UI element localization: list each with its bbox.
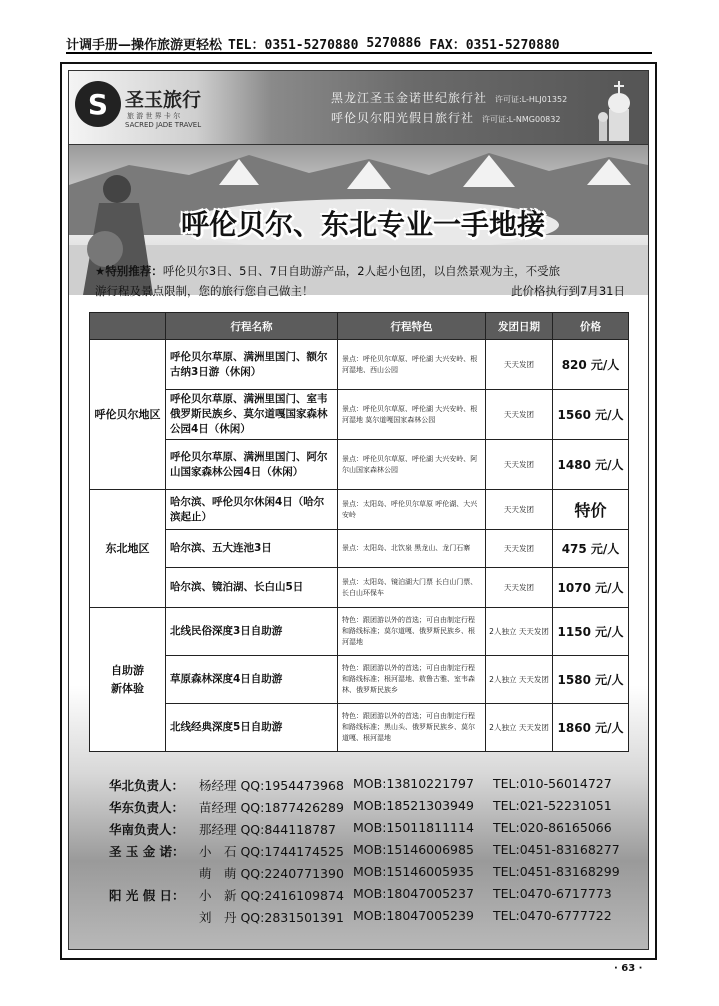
- page-number: · 63 ·: [614, 963, 643, 974]
- route-name: 哈尔滨、镜泊湖、长白山5日: [166, 568, 338, 608]
- contact-row: [109, 861, 639, 883]
- region-label: 东北地区: [105, 541, 150, 555]
- route-price: 1480 元/人: [553, 440, 629, 490]
- route-feature: 特色：跟团游以外的首选；可自由制定行程和路线标准；莫尔道嘎、俄罗斯民族乡、根河湿地: [338, 608, 486, 656]
- route-price: 820 元/人: [553, 340, 629, 390]
- table-row: [90, 656, 629, 704]
- route-name: 草原森林深度4日自助游: [166, 656, 338, 704]
- header-region: [90, 313, 166, 340]
- route-feature: 景点：呼伦贝尔草原、呼伦湖 大兴安岭、根河湿地、西山公园: [338, 340, 486, 390]
- recommendation-text-2: 游行程及景点限制，您的旅行您自己做主！: [95, 284, 314, 298]
- route-price: 475 元/人: [553, 530, 629, 568]
- contact-mobile: MOB:18521303949: [353, 798, 474, 813]
- recommendation-lead: 特别推荐：: [105, 264, 163, 278]
- route-departure: 天天发团: [486, 530, 553, 568]
- running-header-tel2: 5270886: [366, 35, 422, 51]
- contact-name-qq: 萌 萌 QQ:2240771390: [199, 866, 344, 881]
- route-departure: 2人独立 天天发团: [486, 704, 553, 752]
- contact-mobile: MOB:13810221797: [353, 776, 474, 791]
- route-price: 1150 元/人: [553, 608, 629, 656]
- agency-1: [331, 89, 567, 106]
- agency-2: [331, 109, 560, 126]
- running-header-tel: TEL：0351-5270880: [228, 37, 359, 53]
- table-header-row: [90, 313, 629, 340]
- region-label-line-1: 自助游: [111, 663, 144, 677]
- route-name: 呼伦贝尔草原、满洲里国门、室韦俄罗斯民族乡、莫尔道嘎国家森林公园4日（休闲）: [166, 390, 338, 440]
- contact-mobile: MOB:15146005935: [353, 864, 474, 879]
- region-label-line-2: 新体验: [111, 681, 144, 695]
- route-feature: 景点：呼伦贝尔草原、呼伦湖 大兴安岭、阿尔山国家森林公园: [338, 440, 486, 490]
- running-header: [66, 34, 652, 54]
- contact-mobile: MOB:18047005239: [353, 908, 474, 923]
- route-feature: 景点：太阳岛、北饮泉 黑龙山、龙门石寨: [338, 530, 486, 568]
- contact-role: 圣 玉 金 诺：: [109, 844, 185, 859]
- route-feature: 景点：太阳岛、呼伦贝尔草原 呼伦湖、大兴安岭: [338, 490, 486, 530]
- ad-panel: [68, 70, 649, 950]
- church-dome-icon: [597, 79, 641, 141]
- contact-row: [109, 905, 639, 927]
- contact-role: 阳 光 假 日：: [109, 888, 185, 903]
- contact-telephone: TEL:021-52231051: [493, 798, 612, 813]
- agency-2-name: 呼伦贝尔阳光假日旅行社: [331, 111, 475, 125]
- header-price: 价格: [553, 313, 629, 340]
- contact-name-qq: 小 新 QQ:2416109874: [199, 888, 344, 903]
- region-label: 呼伦贝尔地区: [94, 407, 161, 421]
- contact-role: 华北负责人：: [109, 778, 185, 793]
- contact-telephone: TEL:010-56014727: [493, 776, 612, 791]
- contact-row: [109, 773, 639, 795]
- running-header-fax: FAX：0351-5270880: [429, 37, 560, 53]
- route-name: 哈尔滨、呼伦贝尔休闲4日（哈尔滨起止）: [166, 490, 338, 530]
- hero-title: 呼伦贝尔、东北专业一手地接: [180, 208, 545, 241]
- route-departure: 天天发团: [486, 440, 553, 490]
- contact-telephone: TEL:0451-83168299: [493, 864, 620, 879]
- contact-row: [109, 817, 639, 839]
- contact-telephone: TEL:0470-6777722: [493, 908, 612, 923]
- price-validity-note: 此价格执行到7月31日: [511, 284, 625, 298]
- contact-mobile: MOB:15146006985: [353, 842, 474, 857]
- route-departure: 天天发团: [486, 390, 553, 440]
- table-row: [90, 490, 629, 530]
- contact-row: [109, 839, 639, 861]
- route-feature: 特色：跟团游以外的首选；可自由制定行程和路线标准；根河湿地、敖鲁古雅、室韦森林、俄罗斯民族乡: [338, 656, 486, 704]
- table-row: [90, 390, 629, 440]
- ad-header-band: [69, 71, 648, 145]
- table-row: [90, 568, 629, 608]
- route-name: 北线民俗深度3日自助游: [166, 608, 338, 656]
- recommendation-line-2: [95, 281, 625, 301]
- logo-icon: S: [75, 81, 121, 127]
- contact-name-qq: 苗经理 QQ:1877426289: [199, 800, 344, 815]
- region-cell: [90, 340, 166, 490]
- route-departure: 天天发团: [486, 490, 553, 530]
- route-name: 呼伦贝尔草原、满洲里国门、阿尔山国家森林公园4日（休闲）: [166, 440, 338, 490]
- contact-row: [109, 795, 639, 817]
- logo-name: 圣玉旅行: [125, 89, 202, 111]
- agency-1-name: 黑龙江圣玉金诺世纪旅行社: [331, 91, 488, 105]
- route-price: 1560 元/人: [553, 390, 629, 440]
- contact-row: [109, 883, 639, 905]
- logo-english-name: SACRED JADE TRAVEL: [125, 121, 202, 129]
- route-feature: 景点：太阳岛、镜泊湖大门票 长白山门票、长白山环保车: [338, 568, 486, 608]
- contact-role: 华南负责人：: [109, 822, 185, 837]
- contact-telephone: TEL:0470-6717773: [493, 886, 612, 901]
- table-row: [90, 340, 629, 390]
- contacts-list: [109, 773, 639, 927]
- running-header-slogan: 计调手册—操作旅游更轻松: [66, 37, 223, 53]
- route-price: 特价: [553, 490, 629, 530]
- route-price: 1580 元/人: [553, 656, 629, 704]
- agency-2-license: 许可证:L-NMG00832: [482, 115, 561, 124]
- contact-name-qq: 刘 丹 QQ:2831501391: [199, 910, 344, 925]
- region-cell: [90, 490, 166, 608]
- route-departure: 2人独立 天天发团: [486, 608, 553, 656]
- contact-name-qq: 小 石 QQ:1744174525: [199, 844, 344, 859]
- contact-role: 华东负责人：: [109, 800, 185, 815]
- header-route-feature: 行程特色: [338, 313, 486, 340]
- route-feature: 景点：呼伦贝尔草原、呼伦湖 大兴安岭、根河湿地 莫尔道嘎国家森林公园: [338, 390, 486, 440]
- contact-name-qq: 那经理 QQ:844118787: [199, 822, 336, 837]
- star-icon: ★: [95, 264, 106, 278]
- route-departure: 天天发团: [486, 568, 553, 608]
- routes-table: [89, 312, 629, 752]
- header-departure: 发团日期: [486, 313, 553, 340]
- route-name: 呼伦贝尔草原、满洲里国门、额尔古纳3日游（休闲）: [166, 340, 338, 390]
- route-departure: 2人独立 天天发团: [486, 656, 553, 704]
- contact-mobile: MOB:18047005237: [353, 886, 474, 901]
- contact-name-qq: 杨经理 QQ:1954473968: [199, 778, 344, 793]
- route-price: 1860 元/人: [553, 704, 629, 752]
- route-feature: 特色：跟团游以外的首选；可自由制定行程和路线标准；黑山头、俄罗斯民族乡、莫尔道嘎、根河湿地: [338, 704, 486, 752]
- table-row: [90, 530, 629, 568]
- route-departure: 天天发团: [486, 340, 553, 390]
- table-row: [90, 608, 629, 656]
- route-name: 北线经典深度5日自助游: [166, 704, 338, 752]
- header-route-name: 行程名称: [166, 313, 338, 340]
- contact-mobile: MOB:15011811114: [353, 820, 474, 835]
- special-recommendation: [95, 261, 625, 301]
- table-row: [90, 440, 629, 490]
- contact-telephone: TEL:0451-83168277: [493, 842, 620, 857]
- logo-tagline: 旅 游 世 界 卡 尔: [127, 112, 181, 120]
- route-name: 哈尔滨、五大连池3日: [166, 530, 338, 568]
- agency-1-license: 许可证:L-HLJ01352: [495, 95, 568, 104]
- recommendation-text-1: 呼伦贝尔3日、5日、7日自助游产品，2人起小包团，以自然景观为主，不受旅: [162, 264, 561, 278]
- recommendation-line-1: [95, 261, 625, 281]
- region-cell: [90, 608, 166, 752]
- table-row: [90, 704, 629, 752]
- route-price: 1070 元/人: [553, 568, 629, 608]
- contact-telephone: TEL:020-86165066: [493, 820, 612, 835]
